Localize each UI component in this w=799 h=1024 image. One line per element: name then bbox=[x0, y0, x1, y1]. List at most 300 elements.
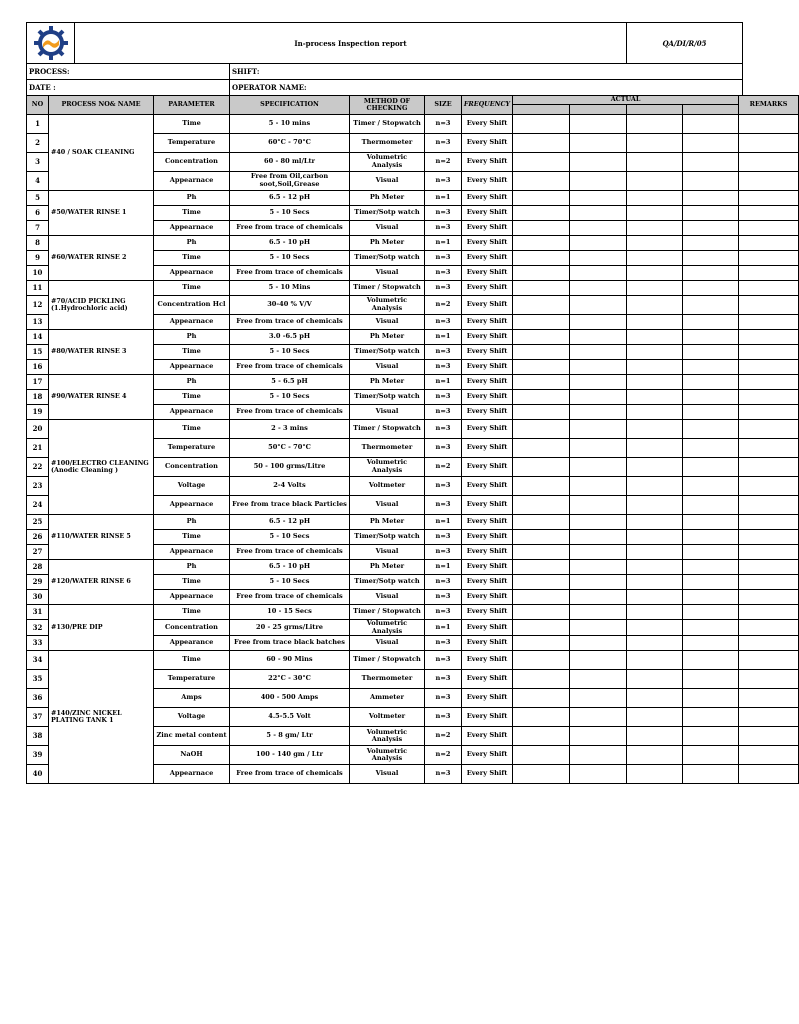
actual-entry-3[interactable] bbox=[627, 670, 683, 689]
size-cell: n=2 bbox=[425, 746, 462, 765]
actual-entry-1[interactable] bbox=[513, 153, 570, 172]
actual-entry-4[interactable] bbox=[683, 439, 739, 458]
actual-entry-1[interactable] bbox=[513, 689, 570, 708]
remarks-entry[interactable] bbox=[739, 115, 799, 134]
remarks-entry[interactable] bbox=[739, 134, 799, 153]
specification-cell: 5 - 10 Secs bbox=[230, 345, 350, 360]
method-cell: Visual bbox=[350, 496, 425, 515]
actual-entry-1[interactable] bbox=[513, 251, 570, 266]
actual-entry-3[interactable] bbox=[627, 296, 683, 315]
actual-entry-4[interactable] bbox=[683, 375, 739, 390]
remarks-entry[interactable] bbox=[739, 153, 799, 172]
size-cell: n=3 bbox=[425, 708, 462, 727]
row-number: 14 bbox=[27, 330, 49, 345]
actual-entry-2[interactable] bbox=[570, 496, 627, 515]
actual-entry-2[interactable] bbox=[570, 405, 627, 420]
row-number: 19 bbox=[27, 405, 49, 420]
actual-entry-4[interactable] bbox=[683, 746, 739, 765]
remarks-entry[interactable] bbox=[739, 746, 799, 765]
inspection-report-sheet bbox=[26, 22, 788, 784]
actual-entry-1[interactable] bbox=[513, 345, 570, 360]
frequency-cell: Every Shift bbox=[462, 689, 513, 708]
actual-entry-1[interactable] bbox=[513, 420, 570, 439]
actual-entry-2[interactable] bbox=[570, 636, 627, 651]
actual-entry-2[interactable] bbox=[570, 477, 627, 496]
actual-entry-3[interactable] bbox=[627, 605, 683, 620]
row-number: 4 bbox=[27, 172, 49, 191]
method-cell: Volumetric Analysis bbox=[350, 620, 425, 636]
actual-entry-3[interactable] bbox=[627, 636, 683, 651]
actual-entry-2[interactable] bbox=[570, 620, 627, 636]
actual-entry-2[interactable] bbox=[570, 708, 627, 727]
remarks-entry[interactable] bbox=[739, 496, 799, 515]
actual-entry-1[interactable] bbox=[513, 496, 570, 515]
remarks-entry[interactable] bbox=[739, 575, 799, 590]
size-cell: n=3 bbox=[425, 390, 462, 405]
frequency-cell: Every Shift bbox=[462, 134, 513, 153]
frequency-cell: Every Shift bbox=[462, 496, 513, 515]
remarks-entry[interactable] bbox=[739, 530, 799, 545]
method-cell: Timer/Sotp watch bbox=[350, 345, 425, 360]
actual-entry-1[interactable] bbox=[513, 651, 570, 670]
actual-entry-3[interactable] bbox=[627, 221, 683, 236]
method-cell: Volumetric Analysis bbox=[350, 746, 425, 765]
actual-entry-4[interactable] bbox=[683, 620, 739, 636]
actual-entry-4[interactable] bbox=[683, 172, 739, 191]
actual-entry-3[interactable] bbox=[627, 405, 683, 420]
remarks-entry[interactable] bbox=[739, 458, 799, 477]
method-cell: Volumetric Analysis bbox=[350, 153, 425, 172]
remarks-entry[interactable] bbox=[739, 515, 799, 530]
specification-cell: 5 - 10 Secs bbox=[230, 251, 350, 266]
size-cell: n=3 bbox=[425, 670, 462, 689]
remarks-entry[interactable] bbox=[739, 477, 799, 496]
actual-entry-2[interactable] bbox=[570, 670, 627, 689]
remarks-entry[interactable] bbox=[739, 206, 799, 221]
actual-entry-3[interactable] bbox=[627, 236, 683, 251]
actual-entry-3[interactable] bbox=[627, 620, 683, 636]
actual-entry-2[interactable] bbox=[570, 134, 627, 153]
actual-entry-1[interactable] bbox=[513, 727, 570, 746]
actual-entry-1[interactable] bbox=[513, 746, 570, 765]
actual-entry-3[interactable] bbox=[627, 266, 683, 281]
actual-entry-1[interactable] bbox=[513, 515, 570, 530]
actual-entry-1[interactable] bbox=[513, 765, 570, 784]
actual-entry-1[interactable] bbox=[513, 545, 570, 560]
size-cell: n=1 bbox=[425, 515, 462, 530]
row-number: 5 bbox=[27, 191, 49, 206]
actual-entry-2[interactable] bbox=[570, 360, 627, 375]
actual-entry-1[interactable] bbox=[513, 134, 570, 153]
actual-entry-4[interactable] bbox=[683, 605, 739, 620]
process-name: #140/ZINC NICKEL PLATING TANK 1 bbox=[49, 651, 154, 784]
operator-name-field[interactable]: OPERATOR NAME: bbox=[230, 80, 743, 96]
actual-entry-4[interactable] bbox=[683, 477, 739, 496]
row-number: 30 bbox=[27, 590, 49, 605]
actual-entry-1[interactable] bbox=[513, 191, 570, 206]
specification-cell: 6.5 - 12 pH bbox=[230, 515, 350, 530]
method-cell: Visual bbox=[350, 590, 425, 605]
actual-entry-1[interactable] bbox=[513, 390, 570, 405]
actual-entry-4[interactable] bbox=[683, 296, 739, 315]
process-name: #70/ACID PICKLING (1.Hydrochloric acid) bbox=[49, 281, 154, 330]
actual-entry-1[interactable] bbox=[513, 360, 570, 375]
actual-entry-4[interactable] bbox=[683, 727, 739, 746]
actual-entry-2[interactable] bbox=[570, 689, 627, 708]
actual-entry-4[interactable] bbox=[683, 458, 739, 477]
actual-entry-2[interactable] bbox=[570, 727, 627, 746]
remarks-entry[interactable] bbox=[739, 405, 799, 420]
actual-entry-3[interactable] bbox=[627, 765, 683, 784]
frequency-cell: Every Shift bbox=[462, 651, 513, 670]
actual-entry-1[interactable] bbox=[513, 590, 570, 605]
size-cell: n=3 bbox=[425, 360, 462, 375]
process-name: #120/WATER RINSE 6 bbox=[49, 560, 154, 605]
actual-entry-4[interactable] bbox=[683, 496, 739, 515]
specification-cell: 5 - 10 Secs bbox=[230, 530, 350, 545]
frequency-cell: Every Shift bbox=[462, 545, 513, 560]
remarks-entry[interactable] bbox=[739, 420, 799, 439]
actual-entry-3[interactable] bbox=[627, 439, 683, 458]
actual-entry-1[interactable] bbox=[513, 439, 570, 458]
actual-entry-4[interactable] bbox=[683, 330, 739, 345]
specification-cell: 5 - 6.5 pH bbox=[230, 375, 350, 390]
remarks-entry[interactable] bbox=[739, 390, 799, 405]
actual-entry-2[interactable] bbox=[570, 191, 627, 206]
remarks-entry[interactable] bbox=[739, 727, 799, 746]
actual-entry-4[interactable] bbox=[683, 420, 739, 439]
actual-entry-2[interactable] bbox=[570, 172, 627, 191]
frequency-cell: Every Shift bbox=[462, 477, 513, 496]
row-number: 32 bbox=[27, 620, 49, 636]
actual-entry-2[interactable] bbox=[570, 765, 627, 784]
remarks-entry[interactable] bbox=[739, 689, 799, 708]
actual-entry-1[interactable] bbox=[513, 530, 570, 545]
actual-entry-3[interactable] bbox=[627, 560, 683, 575]
remarks-entry[interactable] bbox=[739, 765, 799, 784]
actual-entry-1[interactable] bbox=[513, 375, 570, 390]
actual-entry-4[interactable] bbox=[683, 708, 739, 727]
actual-entry-2[interactable] bbox=[570, 515, 627, 530]
remarks-entry[interactable] bbox=[739, 620, 799, 636]
actual-entry-2[interactable] bbox=[570, 251, 627, 266]
frequency-cell: Every Shift bbox=[462, 360, 513, 375]
actual-entry-4[interactable] bbox=[683, 345, 739, 360]
actual-entry-4[interactable] bbox=[683, 266, 739, 281]
actual-entry-2[interactable] bbox=[570, 221, 627, 236]
actual-entry-4[interactable] bbox=[683, 360, 739, 375]
size-cell: n=3 bbox=[425, 765, 462, 784]
actual-entry-4[interactable] bbox=[683, 575, 739, 590]
method-cell: Timer / Stopwatch bbox=[350, 420, 425, 439]
frequency-cell: Every Shift bbox=[462, 296, 513, 315]
actual-entry-2[interactable] bbox=[570, 266, 627, 281]
row-number: 23 bbox=[27, 477, 49, 496]
actual-entry-3[interactable] bbox=[627, 315, 683, 330]
actual-entry-3[interactable] bbox=[627, 727, 683, 746]
actual-entry-3[interactable] bbox=[627, 477, 683, 496]
actual-entry-1[interactable] bbox=[513, 266, 570, 281]
method-cell: Timer/Sotp watch bbox=[350, 206, 425, 221]
row-number: 8 bbox=[27, 236, 49, 251]
remarks-entry[interactable] bbox=[739, 330, 799, 345]
actual-entry-4[interactable] bbox=[683, 560, 739, 575]
actual-entry-3[interactable] bbox=[627, 345, 683, 360]
actual-entry-4[interactable] bbox=[683, 221, 739, 236]
actual-entry-4[interactable] bbox=[683, 545, 739, 560]
frequency-cell: Every Shift bbox=[462, 281, 513, 296]
row-number: 28 bbox=[27, 560, 49, 575]
actual-entry-4[interactable] bbox=[683, 281, 739, 296]
actual-entry-3[interactable] bbox=[627, 590, 683, 605]
actual-entry-1[interactable] bbox=[513, 172, 570, 191]
parameter-cell: Appearnace bbox=[154, 221, 230, 236]
remarks-entry[interactable] bbox=[739, 236, 799, 251]
actual-entry-1[interactable] bbox=[513, 206, 570, 221]
actual-entry-2[interactable] bbox=[570, 439, 627, 458]
size-cell: n=3 bbox=[425, 206, 462, 221]
actual-entry-3[interactable] bbox=[627, 281, 683, 296]
specification-cell: 10 - 15 Secs bbox=[230, 605, 350, 620]
actual-entry-2[interactable] bbox=[570, 390, 627, 405]
actual-entry-3[interactable] bbox=[627, 496, 683, 515]
parameter-cell: Time bbox=[154, 530, 230, 545]
remarks-entry[interactable] bbox=[739, 296, 799, 315]
actual-entry-4[interactable] bbox=[683, 390, 739, 405]
method-cell: Ph Meter bbox=[350, 515, 425, 530]
actual-entry-1[interactable] bbox=[513, 636, 570, 651]
parameter-cell: Time bbox=[154, 651, 230, 670]
remarks-entry[interactable] bbox=[739, 651, 799, 670]
actual-entry-3[interactable] bbox=[627, 172, 683, 191]
method-cell: Timer/Sotp watch bbox=[350, 530, 425, 545]
frequency-cell: Every Shift bbox=[462, 375, 513, 390]
actual-entry-3[interactable] bbox=[627, 530, 683, 545]
remarks-entry[interactable] bbox=[739, 605, 799, 620]
actual-entry-4[interactable] bbox=[683, 590, 739, 605]
method-cell: Visual bbox=[350, 221, 425, 236]
actual-entry-2[interactable] bbox=[570, 330, 627, 345]
actual-entry-3[interactable] bbox=[627, 708, 683, 727]
parameter-cell: Temperature bbox=[154, 670, 230, 689]
remarks-entry[interactable] bbox=[739, 375, 799, 390]
actual-entry-1[interactable] bbox=[513, 281, 570, 296]
row-number: 33 bbox=[27, 636, 49, 651]
size-cell: n=2 bbox=[425, 153, 462, 172]
actual-entry-4[interactable] bbox=[683, 765, 739, 784]
actual-entry-2[interactable] bbox=[570, 315, 627, 330]
actual-entry-4[interactable] bbox=[683, 236, 739, 251]
remarks-entry[interactable] bbox=[739, 191, 799, 206]
document-number: QA/DI/R/05 bbox=[627, 23, 743, 64]
actual-entry-3[interactable] bbox=[627, 458, 683, 477]
remarks-entry[interactable] bbox=[739, 315, 799, 330]
size-cell: n=2 bbox=[425, 727, 462, 746]
actual-entry-2[interactable] bbox=[570, 575, 627, 590]
actual-entry-4[interactable] bbox=[683, 315, 739, 330]
remarks-entry[interactable] bbox=[739, 708, 799, 727]
specification-cell: 6.5 - 12 pH bbox=[230, 191, 350, 206]
frequency-cell: Every Shift bbox=[462, 575, 513, 590]
actual-entry-3[interactable] bbox=[627, 689, 683, 708]
actual-entry-1[interactable] bbox=[513, 620, 570, 636]
actual-entry-4[interactable] bbox=[683, 651, 739, 670]
frequency-cell: Every Shift bbox=[462, 515, 513, 530]
specification-cell: 4.5-5.5 Volt bbox=[230, 708, 350, 727]
actual-entry-4[interactable] bbox=[683, 636, 739, 651]
actual-entry-1[interactable] bbox=[513, 605, 570, 620]
actual-entry-1[interactable] bbox=[513, 575, 570, 590]
specification-cell: 3.0 -6.5 pH bbox=[230, 330, 350, 345]
remarks-entry[interactable] bbox=[739, 281, 799, 296]
remarks-entry[interactable] bbox=[739, 360, 799, 375]
actual-entry-2[interactable] bbox=[570, 420, 627, 439]
frequency-cell: Every Shift bbox=[462, 390, 513, 405]
actual-entry-2[interactable] bbox=[570, 153, 627, 172]
actual-entry-1[interactable] bbox=[513, 330, 570, 345]
actual-entry-2[interactable] bbox=[570, 560, 627, 575]
specification-cell: Free from trace of chemicals bbox=[230, 221, 350, 236]
actual-entry-3[interactable] bbox=[627, 330, 683, 345]
specification-cell: 400 - 500 Amps bbox=[230, 689, 350, 708]
actual-entry-3[interactable] bbox=[627, 153, 683, 172]
method-cell: Ph Meter bbox=[350, 330, 425, 345]
parameter-cell: Time bbox=[154, 345, 230, 360]
actual-entry-2[interactable] bbox=[570, 115, 627, 134]
method-cell: Volumetric Analysis bbox=[350, 458, 425, 477]
specification-cell: 50°C - 70°C bbox=[230, 439, 350, 458]
size-cell: n=1 bbox=[425, 330, 462, 345]
remarks-entry[interactable] bbox=[739, 345, 799, 360]
actual-entry-2[interactable] bbox=[570, 746, 627, 765]
shift-field[interactable]: SHIFT: bbox=[230, 64, 743, 80]
actual-entry-1[interactable] bbox=[513, 405, 570, 420]
actual-entry-2[interactable] bbox=[570, 345, 627, 360]
frequency-cell: Every Shift bbox=[462, 439, 513, 458]
remarks-entry[interactable] bbox=[739, 590, 799, 605]
actual-entry-2[interactable] bbox=[570, 605, 627, 620]
frequency-cell: Every Shift bbox=[462, 458, 513, 477]
remarks-entry[interactable] bbox=[739, 266, 799, 281]
col-size: SIZE bbox=[425, 96, 462, 115]
actual-entry-3[interactable] bbox=[627, 575, 683, 590]
actual-entry-3[interactable] bbox=[627, 651, 683, 670]
remarks-entry[interactable] bbox=[739, 221, 799, 236]
actual-entry-1[interactable] bbox=[513, 221, 570, 236]
actual-entry-4[interactable] bbox=[683, 515, 739, 530]
actual-entry-4[interactable] bbox=[683, 206, 739, 221]
actual-entry-2[interactable] bbox=[570, 545, 627, 560]
actual-entry-2[interactable] bbox=[570, 458, 627, 477]
actual-entry-2[interactable] bbox=[570, 375, 627, 390]
parameter-cell: Ph bbox=[154, 191, 230, 206]
actual-entry-2[interactable] bbox=[570, 530, 627, 545]
specification-cell: 6.5 - 10 pH bbox=[230, 560, 350, 575]
parameter-cell: Concentration Hcl bbox=[154, 296, 230, 315]
actual-entry-1[interactable] bbox=[513, 458, 570, 477]
actual-entry-1[interactable] bbox=[513, 708, 570, 727]
actual-entry-4[interactable] bbox=[683, 153, 739, 172]
specification-cell: 100 - 140 gm / Ltr bbox=[230, 746, 350, 765]
parameter-cell: Ph bbox=[154, 236, 230, 251]
size-cell: n=1 bbox=[425, 620, 462, 636]
remarks-entry[interactable] bbox=[739, 670, 799, 689]
size-cell: n=3 bbox=[425, 636, 462, 651]
actual-entry-4[interactable] bbox=[683, 191, 739, 206]
date-field[interactable]: DATE : bbox=[27, 80, 230, 96]
method-cell: Visual bbox=[350, 405, 425, 420]
actual-entry-2[interactable] bbox=[570, 281, 627, 296]
actual-entry-1[interactable] bbox=[513, 296, 570, 315]
process-name: #130/PRE DIP bbox=[49, 605, 154, 651]
actual-entry-4[interactable] bbox=[683, 251, 739, 266]
actual-entry-2[interactable] bbox=[570, 206, 627, 221]
actual-entry-3[interactable] bbox=[627, 545, 683, 560]
actual-entry-1[interactable] bbox=[513, 477, 570, 496]
actual-entry-2[interactable] bbox=[570, 590, 627, 605]
remarks-entry[interactable] bbox=[739, 560, 799, 575]
process-name: #40 / SOAK CLEANING bbox=[49, 115, 154, 191]
actual-entry-1[interactable] bbox=[513, 236, 570, 251]
actual-entry-4[interactable] bbox=[683, 530, 739, 545]
row-number: 10 bbox=[27, 266, 49, 281]
parameter-cell: Voltage bbox=[154, 477, 230, 496]
remarks-entry[interactable] bbox=[739, 251, 799, 266]
actual-entry-3[interactable] bbox=[627, 115, 683, 134]
size-cell: n=3 bbox=[425, 651, 462, 670]
actual-entry-2[interactable] bbox=[570, 296, 627, 315]
table-row bbox=[27, 330, 799, 345]
remarks-entry[interactable] bbox=[739, 172, 799, 191]
inspection-table bbox=[26, 95, 799, 784]
actual-entry-4[interactable] bbox=[683, 134, 739, 153]
col-actual: ACTUAL bbox=[513, 96, 739, 105]
frequency-cell: Every Shift bbox=[462, 590, 513, 605]
actual-entry-4[interactable] bbox=[683, 405, 739, 420]
actual-entry-1[interactable] bbox=[513, 315, 570, 330]
size-cell: n=3 bbox=[425, 115, 462, 134]
actual-entry-4[interactable] bbox=[683, 670, 739, 689]
remarks-entry[interactable] bbox=[739, 439, 799, 458]
process-name: #60/WATER RINSE 2 bbox=[49, 236, 154, 281]
process-field[interactable]: PROCESS: bbox=[27, 64, 230, 80]
actual-entry-3[interactable] bbox=[627, 390, 683, 405]
actual-entry-3[interactable] bbox=[627, 515, 683, 530]
actual-entry-2[interactable] bbox=[570, 236, 627, 251]
actual-entry-3[interactable] bbox=[627, 251, 683, 266]
remarks-entry[interactable] bbox=[739, 545, 799, 560]
frequency-cell: Every Shift bbox=[462, 345, 513, 360]
actual-entry-3[interactable] bbox=[627, 746, 683, 765]
frequency-cell: Every Shift bbox=[462, 605, 513, 620]
actual-entry-1[interactable] bbox=[513, 560, 570, 575]
actual-entry-4[interactable] bbox=[683, 115, 739, 134]
actual-entry-3[interactable] bbox=[627, 134, 683, 153]
actual-entry-3[interactable] bbox=[627, 191, 683, 206]
actual-entry-2[interactable] bbox=[570, 651, 627, 670]
actual-entry-1[interactable] bbox=[513, 670, 570, 689]
actual-entry-3[interactable] bbox=[627, 375, 683, 390]
actual-entry-3[interactable] bbox=[627, 360, 683, 375]
actual-entry-1[interactable] bbox=[513, 115, 570, 134]
remarks-entry[interactable] bbox=[739, 636, 799, 651]
actual-entry-4[interactable] bbox=[683, 689, 739, 708]
col-remarks: REMARKS bbox=[739, 96, 799, 115]
specification-cell: 5 - 8 gm/ Ltr bbox=[230, 727, 350, 746]
method-cell: Ph Meter bbox=[350, 191, 425, 206]
actual-entry-3[interactable] bbox=[627, 206, 683, 221]
actual-entry-3[interactable] bbox=[627, 420, 683, 439]
